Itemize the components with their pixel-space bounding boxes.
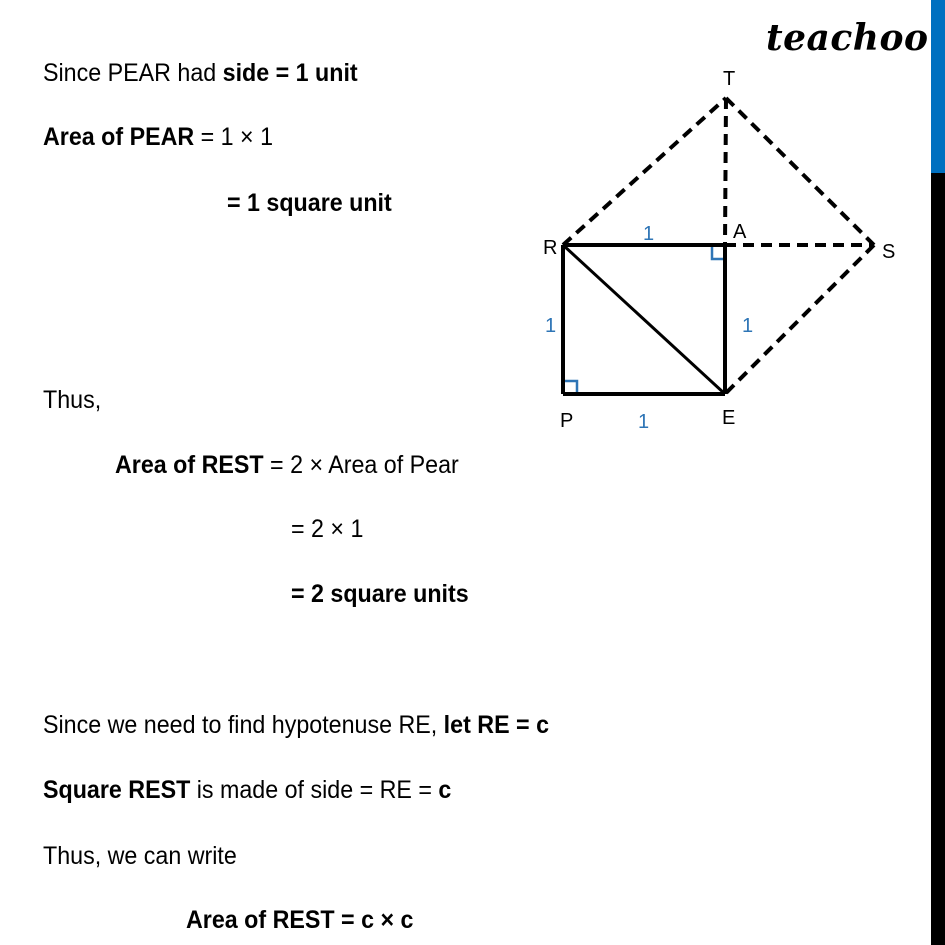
- text-line-we-can-write: Thus, we can write: [43, 842, 237, 870]
- hypotenuse-re: [563, 245, 725, 394]
- label-side-ra: 1: [643, 223, 655, 245]
- label-side-rp: 1: [545, 315, 557, 337]
- label-a: A: [733, 221, 747, 243]
- label-s: S: [882, 241, 896, 263]
- label-t: T: [723, 68, 736, 90]
- label-r: R: [543, 237, 558, 259]
- text-line-area-pear: Area of PEAR = 1 × 1: [43, 123, 274, 151]
- text-line-let-re: Since we need to find hypotenuse RE, let RE = c: [43, 711, 550, 739]
- text-line-area-rest-step: = 2 × 1: [291, 515, 364, 543]
- label-side-ae: 1: [742, 315, 754, 337]
- label-side-pe: 1: [638, 411, 650, 433]
- label-e: E: [722, 407, 736, 429]
- text-line-area-rest-result: = 2 square units: [291, 580, 469, 608]
- text-line-thus: Thus,: [43, 386, 102, 414]
- text-line-area-rest: Area of REST = 2 × Area of Pear: [115, 451, 459, 479]
- right-angle-marker-a: [712, 247, 723, 259]
- teachoo-logo: teachoo: [766, 17, 929, 59]
- text-line-area-pear-result: = 1 square unit: [227, 189, 392, 217]
- text-line-square-rest: Square REST is made of side = RE = c: [43, 776, 452, 804]
- label-p: P: [560, 410, 574, 432]
- right-angle-marker-p: [565, 381, 577, 392]
- text-line-area-rest-formula: Area of REST = c × c: [186, 906, 414, 934]
- text-line-side: Since PEAR had side = 1 unit: [43, 59, 358, 87]
